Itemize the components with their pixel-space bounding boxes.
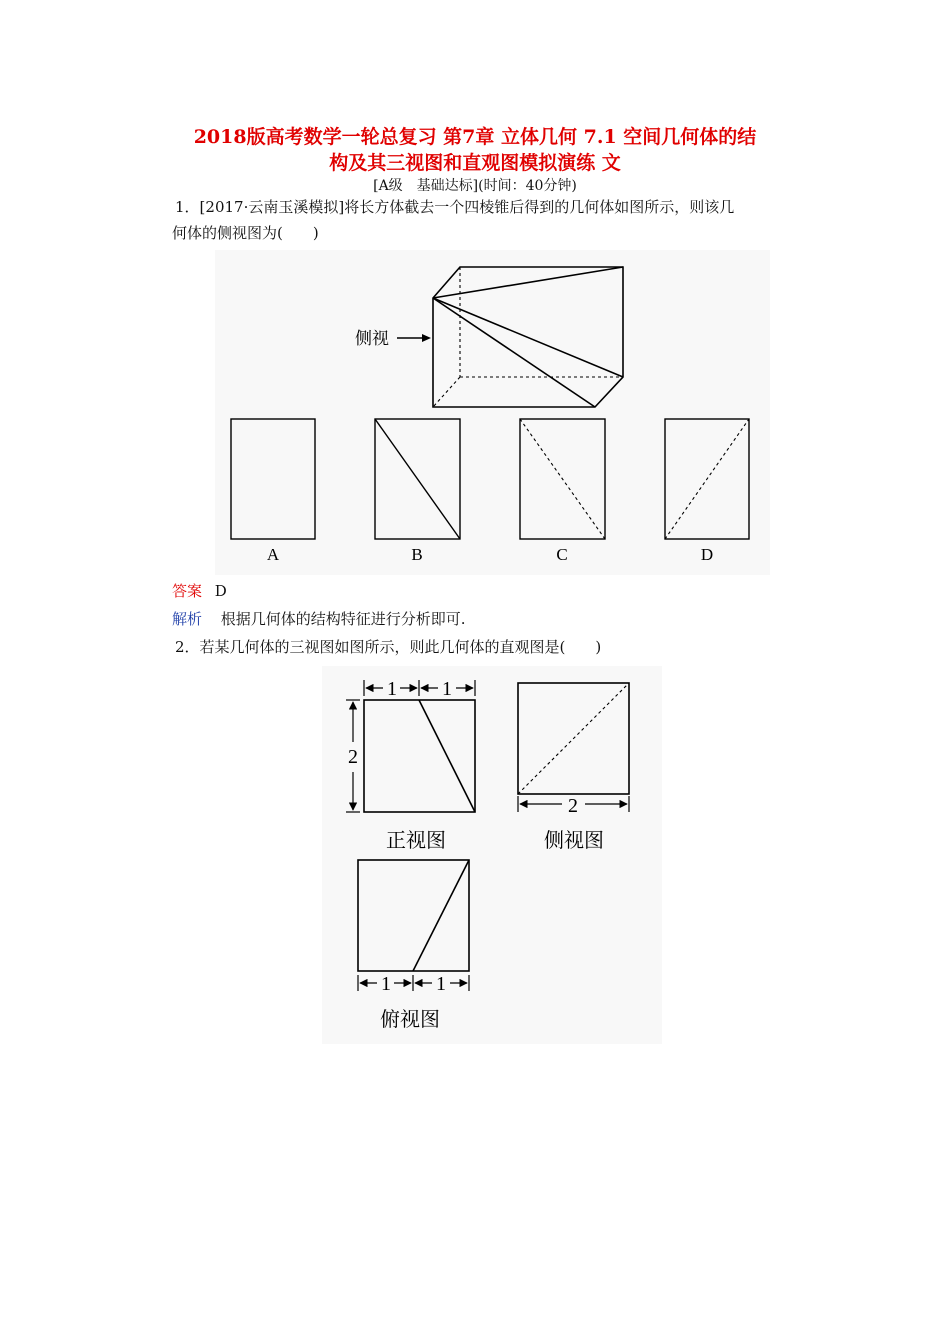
side-view-label: 侧视 bbox=[355, 329, 389, 348]
question-1-figure bbox=[215, 250, 770, 575]
option-a-label: A bbox=[266, 545, 280, 564]
side-view-label: 侧视图 bbox=[544, 830, 604, 852]
answer-tag: 答案 bbox=[172, 582, 203, 600]
analysis-line bbox=[172, 608, 466, 629]
doc-title-line2: 构及其三视图和直观图模拟演练 文 bbox=[329, 152, 621, 174]
doc-title-line1: 2018版高考数学一轮总复习 第7章 立体几何 7.1 空间几何体的结 bbox=[193, 126, 757, 148]
front-dim-right: 1 bbox=[442, 678, 452, 700]
top-dim-right: 1 bbox=[436, 973, 446, 995]
front-view-label: 正视图 bbox=[386, 830, 446, 852]
answer-line bbox=[172, 580, 227, 601]
question-2-text: 2．若某几何体的三视图如图所示，则此几何体的直观图是( ) bbox=[175, 638, 602, 656]
option-b-label: B bbox=[411, 545, 423, 564]
front-dim-height: 2 bbox=[348, 746, 358, 768]
side-dim-width: 2 bbox=[568, 795, 578, 817]
answer-value: D bbox=[214, 582, 227, 600]
question-2-figure bbox=[322, 666, 662, 1044]
top-view-label: 俯视图 bbox=[380, 1009, 440, 1031]
option-c-label: C bbox=[556, 545, 568, 564]
analysis-text: 根据几何体的结构特征进行分析即可. bbox=[220, 610, 466, 628]
option-d-label: D bbox=[700, 545, 714, 564]
analysis-tag: 解析 bbox=[172, 610, 203, 628]
front-dim-left: 1 bbox=[387, 678, 397, 700]
top-dim-left: 1 bbox=[381, 973, 391, 995]
question-1-text-line1: 1．[2017·云南玉溪模拟]将长方体截去一个四棱锥后得到的几何体如图所示，则该几 bbox=[175, 198, 735, 216]
section-subtitle: [A级 基础达标](时间：40分钟) bbox=[373, 178, 577, 194]
question-1-text-line2: 何体的侧视图为( ) bbox=[172, 224, 319, 242]
